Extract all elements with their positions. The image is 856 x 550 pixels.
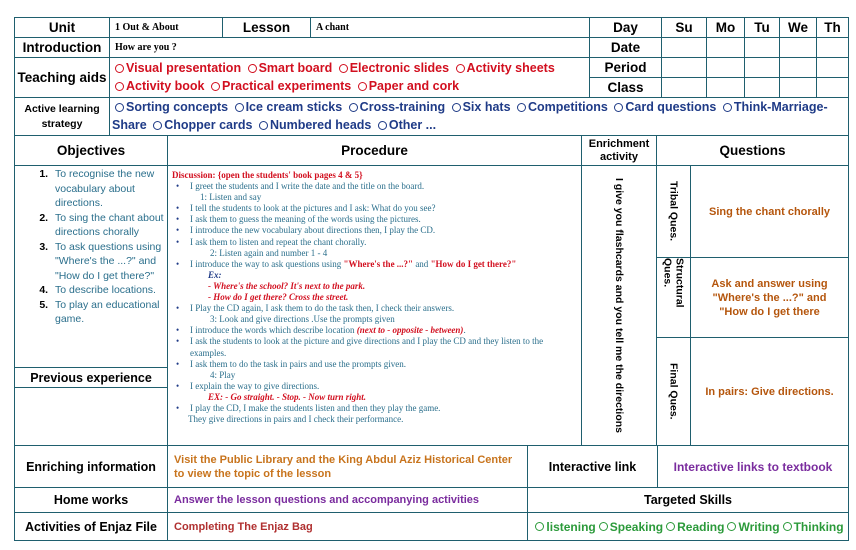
enrichment-header: Enrichment activity <box>582 136 657 166</box>
option-circle-icon[interactable] <box>339 64 348 73</box>
option-circle-icon[interactable] <box>153 121 162 130</box>
example-line: - Where's the school? It's next to the park. <box>208 280 366 291</box>
example-line: EX: - Go straight. - Stop. - Now turn right. <box>208 391 367 402</box>
procedure-body <box>168 166 582 446</box>
date-cell-we <box>780 38 817 58</box>
day-thursday: Th <box>817 18 848 38</box>
date-cell-mo <box>707 38 745 58</box>
aid-paper-and-cork: Paper and cork <box>368 79 460 93</box>
option-circle-icon[interactable] <box>723 103 732 112</box>
day-label: Day <box>590 18 662 38</box>
step-text: and <box>413 258 431 269</box>
class-cell-su <box>662 78 707 98</box>
option-circle-icon[interactable] <box>614 103 623 112</box>
enrichment-text: I give you flashcards and you tell me the directions <box>613 178 625 433</box>
enjaz-label: Activities of Enjaz File <box>15 513 168 540</box>
option-circle-icon[interactable] <box>599 522 608 531</box>
class-label: Class <box>590 78 662 98</box>
location-words: (next to - opposite - between) <box>356 325 464 336</box>
lesson-label: Lesson <box>223 18 311 38</box>
class-cell-tu <box>745 78 780 98</box>
option-circle-icon[interactable] <box>378 121 387 130</box>
procedure-subheading: 2: Listen again and number 1 - 4 <box>210 247 328 258</box>
targeted-skills-options <box>528 513 848 540</box>
period-cell-we <box>780 58 817 78</box>
day-monday: Mo <box>707 18 745 38</box>
objective-item: 1. To recognise the new vocabulary about directions. <box>51 167 167 211</box>
enriching-info-text: Visit the Public Library and the King Abdul Aziz Historical Center to view the topic of the lesson <box>168 446 528 488</box>
question-type-tribal: Tribal Ques. <box>667 181 680 242</box>
phrase-wheres: "Where's the ...?" <box>343 258 414 269</box>
day-wednesday: We <box>780 18 817 38</box>
question-final-text: In pairs: Give directions. <box>691 338 848 446</box>
aid-electronic-slides: Electronic slides <box>349 61 450 75</box>
step-text: I introduce the way to ask questions using <box>190 258 344 269</box>
option-circle-icon[interactable] <box>535 522 544 531</box>
question-type-structural: Structural Ques. <box>661 258 686 308</box>
aid-activity-sheets: Activity sheets <box>466 61 555 75</box>
objective-item: 3. To ask questions using "Where's the ...?" and "How do I get there?" <box>51 240 167 284</box>
objective-item: 2. To sing the chant about directions chorally <box>51 211 167 240</box>
procedure-step: • I explain the way to give directions. <box>172 381 577 392</box>
enriching-info-label: Enriching information <box>15 446 168 488</box>
option-circle-icon[interactable] <box>115 82 124 91</box>
class-cell-th <box>817 78 848 98</box>
option-circle-icon[interactable] <box>517 103 526 112</box>
active-learning-options <box>110 98 848 136</box>
unit-value: 1 Out & About <box>110 18 223 38</box>
questions-header: Questions <box>657 136 848 166</box>
procedure-header: Procedure <box>168 136 582 166</box>
procedure-discussion: Discussion: {open the students' book pages 4 & 5} <box>172 170 363 180</box>
step-text: I introduce the words which describe location <box>190 325 357 336</box>
lesson-plan-sheet <box>14 17 849 541</box>
skill-reading: Reading <box>677 519 725 534</box>
option-circle-icon[interactable] <box>452 103 461 112</box>
class-cell-we <box>780 78 817 98</box>
option-circle-icon[interactable] <box>115 64 124 73</box>
strategy-sorting-concepts: Sorting concepts <box>126 100 229 114</box>
procedure-step: • I introduce the new vocabulary about directions then, I play the CD. <box>172 225 577 236</box>
procedure-subheading: 4: Play <box>210 369 236 380</box>
homework-text: Answer the lesson questions and accompanying activities <box>168 488 528 513</box>
homework-label: Home works <box>15 488 168 513</box>
day-sunday: Su <box>662 18 707 38</box>
strategy-cross-training: Cross-training <box>359 100 446 114</box>
unit-label: Unit <box>15 18 110 38</box>
option-circle-icon[interactable] <box>211 82 220 91</box>
aid-activity-book: Activity book <box>126 79 205 93</box>
strategy-ice-cream-sticks: Ice cream sticks <box>245 100 343 114</box>
date-cell-tu <box>745 38 780 58</box>
option-circle-icon[interactable] <box>727 522 736 531</box>
procedure-step: • I play the CD, I make the students listen and then they play the game. <box>172 403 577 414</box>
strategy-competitions: Competitions <box>528 100 608 114</box>
procedure-step: • I ask them to listen and repeat the chant chorally. <box>172 237 577 248</box>
skill-speaking: Speaking <box>609 519 664 534</box>
period-cell-th <box>817 58 848 78</box>
objectives-header: Objectives <box>15 136 168 166</box>
option-circle-icon[interactable] <box>349 103 358 112</box>
teaching-aids-label: Teaching aids <box>15 58 110 98</box>
introduction-label: Introduction <box>15 38 110 58</box>
procedure-step <box>172 325 577 336</box>
lesson-value: A chant <box>311 18 590 38</box>
day-tuesday: Tu <box>745 18 780 38</box>
active-learning-label: Active learning strategy <box>15 98 110 136</box>
objectives-list <box>15 166 168 368</box>
example-label: Ex: <box>208 269 222 280</box>
procedure-step: • I tell the students to look at the pictures and I ask: What do you see? <box>172 203 577 214</box>
skill-listening: listening <box>546 519 596 534</box>
step-text: . <box>463 325 466 336</box>
strategy-six-hats: Six hats <box>462 100 511 114</box>
aid-visual-presentation: Visual presentation <box>126 61 242 75</box>
objective-item: 4. To describe locations. <box>51 283 167 298</box>
procedure-step: • I ask the students to look at the picture and give directions and I play the CD and they listen to the examples. <box>172 336 577 358</box>
targeted-skills-label: Targeted Skills <box>528 488 848 513</box>
procedure-step: • I Play the CD again, I ask them to do the task then, I check their answers. <box>172 303 577 314</box>
class-cell-mo <box>707 78 745 98</box>
previous-experience-body <box>15 388 168 446</box>
period-cell-tu <box>745 58 780 78</box>
strategy-numbered-heads: Numbered heads <box>269 118 372 132</box>
option-circle-icon[interactable] <box>115 103 124 112</box>
procedure-step: • I ask them to do the task in pairs and use the prompts given. <box>172 359 577 370</box>
teaching-aids-options <box>110 58 590 98</box>
strategy-think-marriage-share: Think-Marriage-Share <box>112 100 828 132</box>
phrase-how-get: "How do I get there?" <box>430 258 517 269</box>
introduction-value: How are you ? <box>110 38 590 58</box>
option-circle-icon[interactable] <box>783 522 792 531</box>
period-label: Period <box>590 58 662 78</box>
date-cell-th <box>817 38 848 58</box>
option-circle-icon[interactable] <box>248 64 257 73</box>
question-structural-text: Ask and answer using "Where's the ...?" and "How do I get there <box>691 258 848 338</box>
interactive-link-label: Interactive link <box>528 446 658 488</box>
enjaz-text: Completing The Enjaz Bag <box>168 513 528 540</box>
procedure-subheading: 1: Listen and say <box>200 192 262 203</box>
question-type-cell <box>657 166 691 258</box>
option-circle-icon[interactable] <box>456 64 465 73</box>
question-type-cell <box>657 258 691 338</box>
procedure-subheading: 3: Look and give directions .Use the prompts given <box>210 314 395 325</box>
option-circle-icon[interactable] <box>358 82 367 91</box>
skill-writing: Writing <box>738 519 780 534</box>
objective-item: 5. To play an educational game. <box>51 298 167 327</box>
strategy-card-questions: Card questions <box>625 100 717 114</box>
procedure-step: They give directions in pairs and I check their performance. <box>188 414 404 425</box>
option-circle-icon[interactable] <box>259 121 268 130</box>
interactive-link-text[interactable]: Interactive links to textbook <box>658 446 848 488</box>
option-circle-icon[interactable] <box>235 103 244 112</box>
procedure-step <box>172 259 577 270</box>
strategy-chopper-cards: Chopper cards <box>164 118 253 132</box>
procedure-step: • I ask them to guess the meaning of the words using the pictures. <box>172 214 577 225</box>
enrichment-body <box>582 166 657 446</box>
example-line: - How do I get there? Cross the street. <box>208 292 349 303</box>
strategy-other: Other ... <box>388 118 437 132</box>
previous-experience-header: Previous experience <box>15 368 168 388</box>
question-type-final: Final Ques. <box>667 363 680 420</box>
period-cell-su <box>662 58 707 78</box>
procedure-step: • I greet the students and I write the date and the title on the board. <box>172 181 577 192</box>
date-cell-su <box>662 38 707 58</box>
option-circle-icon[interactable] <box>666 522 675 531</box>
skill-thinking: Thinking <box>793 519 844 534</box>
aid-practical-experiments: Practical experiments <box>221 79 352 93</box>
aid-smart-board: Smart board <box>258 61 333 75</box>
period-cell-mo <box>707 58 745 78</box>
date-label: Date <box>590 38 662 58</box>
question-type-cell <box>657 338 691 446</box>
question-tribal-text: Sing the chant chorally <box>691 166 848 258</box>
